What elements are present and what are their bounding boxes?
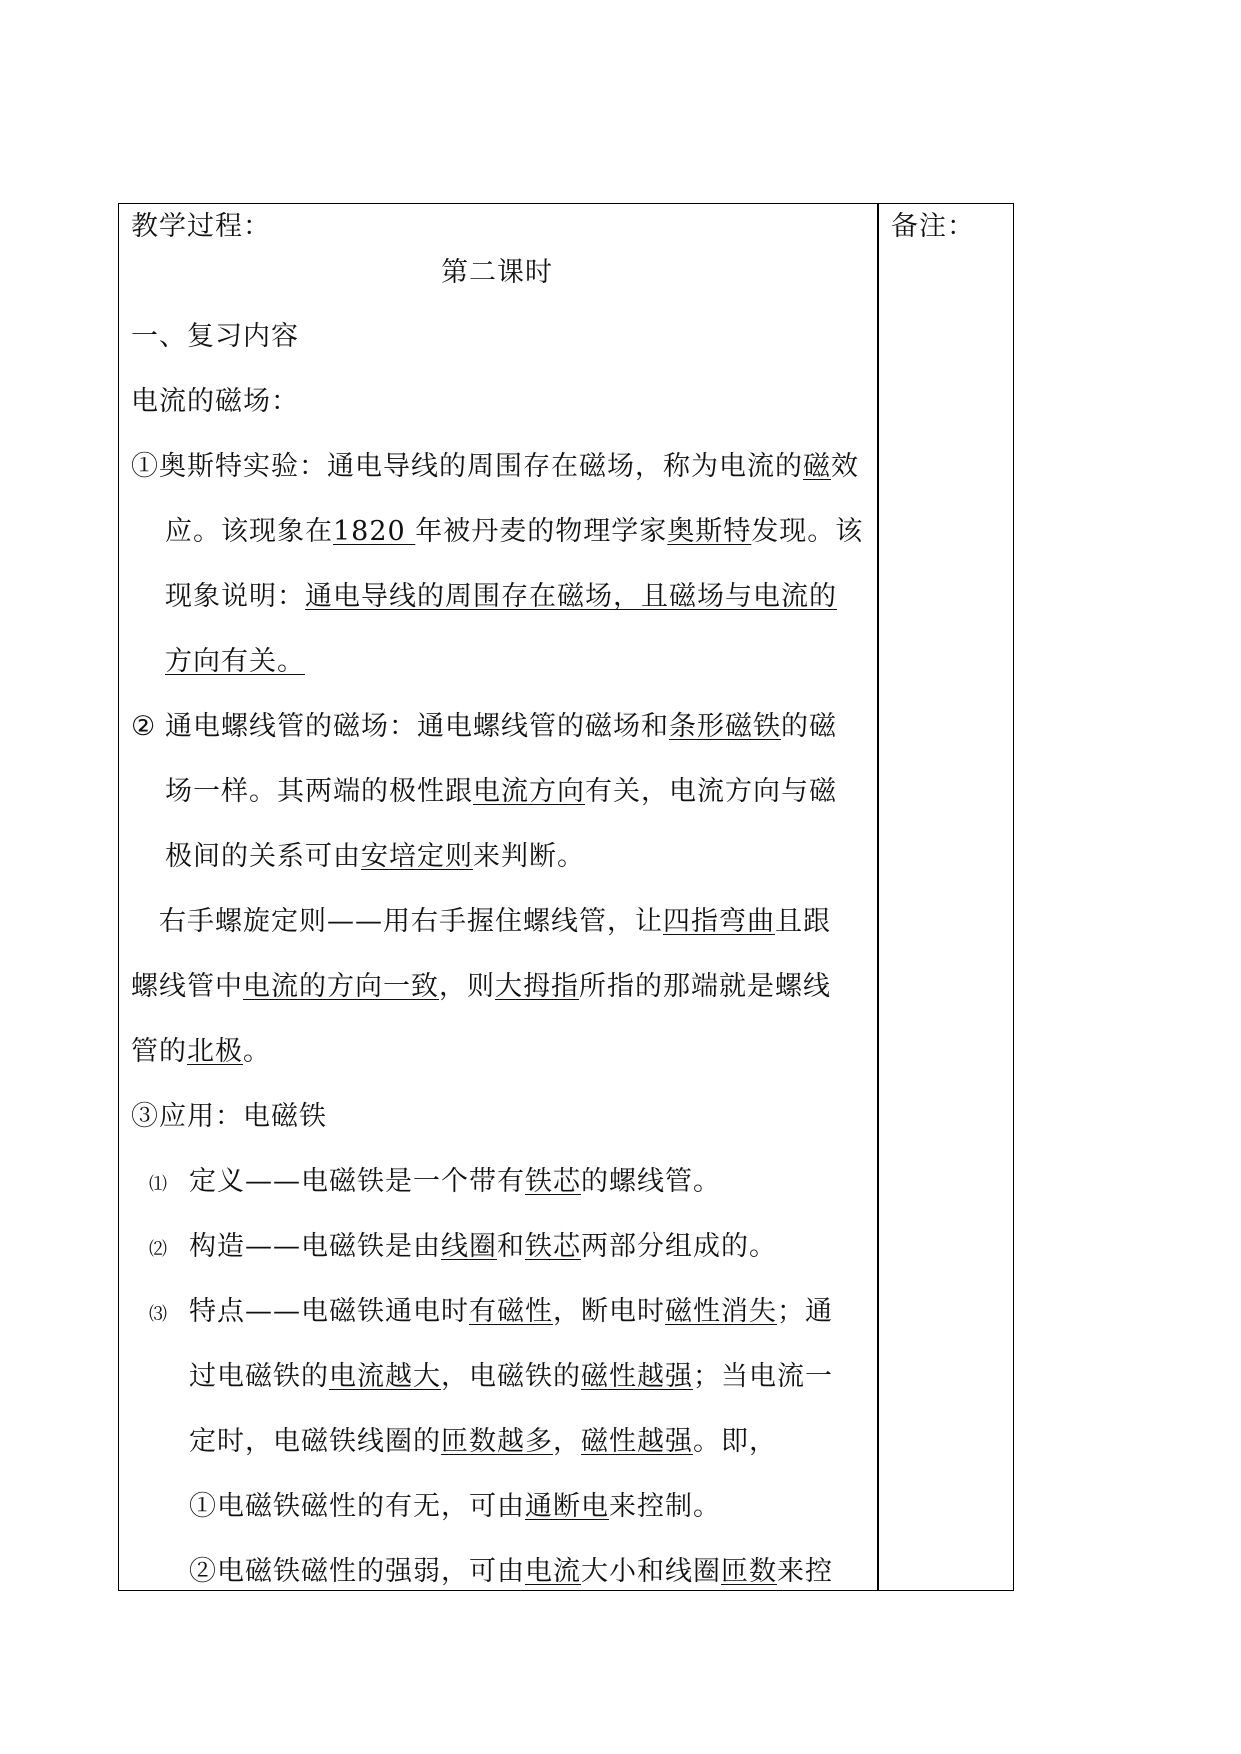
feature-line3: 定时，电磁铁线圈的匝数越多，磁性越强。即， bbox=[189, 1426, 777, 1457]
summary-line2: ②电磁铁磁性的强弱，可由电流大小和线圈匝数来控 bbox=[189, 1556, 833, 1587]
feature-line2: 过电磁铁的电流越大，电磁铁的磁性越强；当电流一 bbox=[189, 1361, 833, 1392]
summary-line1: ①电磁铁磁性的有无，可由通断电来控制。 bbox=[189, 1491, 721, 1522]
remarks-label: 备注： bbox=[891, 211, 975, 242]
item2-line1: ② 通电螺线管的磁场：通电螺线管的磁场和条形磁铁的磁 bbox=[131, 711, 837, 742]
rule-line2: 螺线管中电流的方向一致，则大拇指所指的那端就是螺线 bbox=[131, 971, 831, 1002]
lesson-plan-table bbox=[118, 203, 1014, 1591]
feature-line1: ⑶ 特点——电磁铁通电时有磁性，断电时磁性消失；通 bbox=[149, 1296, 833, 1327]
item1-line1: ①奥斯特实验：通电导线的周围存在磁场，称为电流的磁效 bbox=[131, 451, 859, 482]
item1-line2: 应。该现象在1820 年被丹麦的物理学家奥斯特发现。该 bbox=[165, 516, 864, 547]
item3-title: ③应用：电磁铁 bbox=[131, 1101, 327, 1132]
section-title: 一、复习内容 bbox=[131, 321, 299, 352]
item1-line4: 方向有关。 bbox=[165, 646, 305, 677]
teaching-process-column bbox=[119, 204, 877, 1590]
rule-line3: 管的北极。 bbox=[131, 1036, 271, 1067]
item2-line3: 极间的关系可由安培定则来判断。 bbox=[165, 841, 585, 872]
magnetic-field-label: 电流的磁场： bbox=[131, 386, 299, 417]
process-label: 教学过程： bbox=[131, 211, 271, 242]
remarks-column bbox=[879, 204, 1013, 1590]
item2-line2: 场一样。其两端的极性跟电流方向有关，电流方向与磁 bbox=[165, 776, 837, 807]
lesson-title: 第二课时 bbox=[441, 257, 553, 288]
structure-line: ⑵ 构造——电磁铁是由线圈和铁芯两部分组成的。 bbox=[149, 1231, 777, 1262]
item1-line3: 现象说明：通电导线的周围存在磁场，且磁场与电流的 bbox=[165, 581, 837, 612]
definition-line: ⑴ 定义——电磁铁是一个带有铁芯的螺线管。 bbox=[149, 1166, 721, 1197]
rule-line1: 右手螺旋定则——用右手握住螺线管，让四指弯曲且跟 bbox=[159, 906, 831, 937]
